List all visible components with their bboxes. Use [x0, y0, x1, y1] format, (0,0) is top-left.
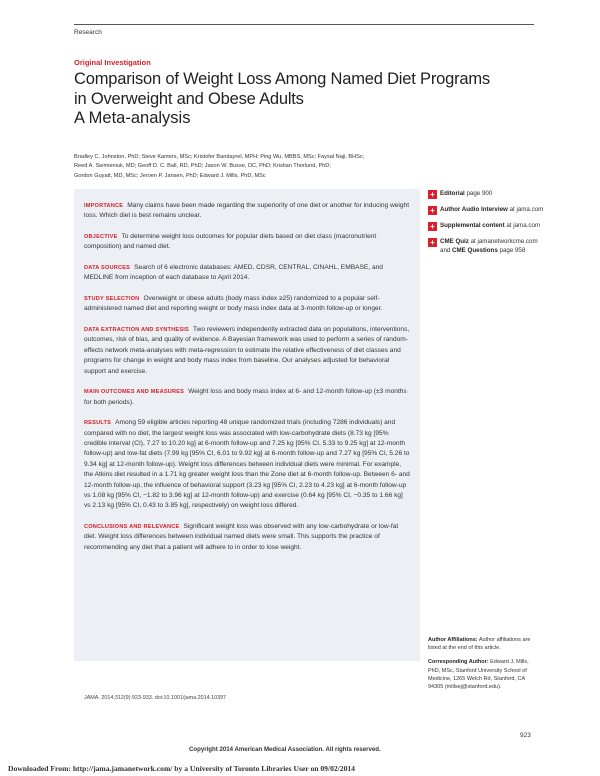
abstract-study-selection [84, 294, 410, 315]
abstract-heading: MAIN OUTCOMES AND MEASURES [84, 389, 185, 396]
sidebar-item-editorial[interactable] [428, 190, 548, 199]
author-line: Bradley C. Johnston, PhD; Steve Kanters, MSc; Kristofer Bandayrel, MPH; Ping Wu, MBBS, MSc; Faysal Naji, BHSc; [74, 154, 365, 160]
abstract-heading: OBJECTIVE [84, 234, 118, 240]
sidebar-label: Editorial [440, 190, 465, 197]
abstract-text: Two reviewers independently extracted data on populations, interventions, outcomes, risk of bias, and quality of evidence. A Bayesian framework was used to perform a series of random-effects network meta-analyses with meta-regression to estimate the relative effectiveness of diet classes and programs for change in weight and body mass index from baseline. Our analyses adjusted for behavioral support and exercise. [84, 326, 410, 375]
sidebar-detail: page 958 [497, 246, 526, 254]
sidebar-label: Supplemental content [440, 222, 505, 229]
abstract-text: Significant weight loss was observed with any low-carbohydrate or low-fat diet. Weight loss differences between individual named diets were small. This supports the practice of recommending any diet that a patient will adhere to in order to lose weight. [84, 523, 399, 551]
citation: JAMA. 2014;312(9):923-933. doi:10.1001/jama.2014.10397 [84, 695, 227, 701]
sidebar-detail: page 900 [464, 190, 493, 197]
copyright-notice: Copyright 2014 American Medical Association. All rights reserved. [189, 746, 381, 753]
sidebar-item-supplemental[interactable] [428, 222, 548, 231]
abstract-heading: DATA SOURCES [84, 265, 131, 271]
abstract-results [84, 418, 410, 512]
sidebar-label: Author Audio Interview [440, 206, 508, 213]
author-line: Reed A. Siemieniuk, MD; Geoff D. C. Ball, RD, PhD; Jason W. Busse, DC, PhD; Kristian Thorlund, PhD; [74, 163, 331, 170]
abstract-heading: STUDY SELECTION [84, 296, 140, 302]
abstract-box [74, 189, 420, 661]
affil-label: Author Affiliations: [428, 637, 478, 643]
related-content-sidebar [428, 190, 548, 262]
sidebar-label: CME Questions [452, 246, 498, 254]
abstract-heading: CONCLUSIONS AND RELEVANCE [84, 524, 180, 531]
article-title [74, 70, 490, 129]
abstract-objective [84, 232, 410, 253]
article-type: Original Investigation [74, 58, 151, 67]
affil-text: Author affiliations are listed at the end of this article. [428, 637, 531, 652]
abstract-text: Among 59 eligible articles reporting 48 unique randomized trials (including 7286 individuals) and compared with no diet, the largest weight loss was associated with low-carbohydrate diets (8.73 kg [95% credible interval (CI), 7.27 to 10.20 kg] at 6-month follow-up and 7.25 kg [95% CI, 5.33 to 9.25 kg] at 12-month follow-up) and low-fat diets (7.99 kg [95% CI, 6.01 to 9.92 kg] at 6-month follow-up and 7.27 kg [95% CI, 5.26 to 9.34 kg] at 12-month follow-up). Weight loss differences between individual diets were minimal. For example, the Atkins diet resulted in a 1.71 kg greater weight loss than the Zone diet at 6-month follow-up. Between 6- and 12-month follow-up, the influence of behavioral support (3.23 kg [95% CI, 2.23 to 4.23 kg] at 6-month follow-up vs 1.08 kg [95% CI, −1.82 to 3.96 kg] at 12-month follow-up) and exercise (0.64 kg [95% CI, −0.35 to 1.66 kg] vs 2.13 kg [95% CI, 0.43 to 3.85 kg], respectively) on weight loss differed. [84, 419, 410, 510]
abstract-heading: IMPORTANCE [84, 203, 124, 209]
title-line: Comparison of Weight Loss Among Named Diet Programs [74, 70, 490, 88]
abstract-importance [84, 201, 410, 222]
affiliations [428, 636, 538, 697]
section-label: Research [74, 29, 102, 36]
abstract-data-sources [84, 263, 410, 284]
abstract-heading: RESULTS [84, 420, 112, 427]
page-number: 923 [520, 732, 531, 739]
author-list [74, 153, 434, 181]
abstract-text: Search of 6 electronic databases: AMED, CDSR, CENTRAL, CINAHL, EMBASE, and MEDLINE from inception of each database to April 2014. [84, 264, 383, 282]
plus-icon: + [428, 206, 437, 215]
abstract-data-extraction [84, 325, 410, 377]
abstract-main-outcomes [84, 387, 410, 408]
abstract-text: Overweight or obese adults (body mass index ≥25) randomized to a popular self-administered named diet and reporting weight or body mass index data at 3-month follow-up or longer. [84, 295, 383, 313]
download-notice: Downloaded From: http://jama.jamanetwork.com/ by a University of Toronto Libraries User on 09/02/2014 [8, 764, 355, 773]
abstract-conclusions [84, 522, 410, 553]
plus-icon: + [428, 190, 437, 199]
author-affiliations [428, 636, 538, 652]
abstract-heading: DATA EXTRACTION AND SYNTHESIS [84, 327, 189, 333]
sidebar-item-audio-interview[interactable] [428, 206, 548, 215]
corresponding-text: Edward J. Mills, PhD, MSc, Stanford University School of Medicine, 1265 Welch Rd, Stanford, CA 94305 (millsej@stanford.edu). [428, 659, 529, 691]
title-line: in Overweight and Obese Adults [74, 89, 304, 108]
abstract-text: Weight loss and body mass index at 6- and 12-month follow-up (±3 months for both periods). [84, 388, 407, 406]
plus-icon: + [428, 222, 437, 231]
sidebar-detail: at jama.com [504, 222, 541, 229]
article-subtitle: A Meta-analysis [74, 109, 191, 127]
plus-icon: + [428, 238, 437, 247]
author-line: Gordon Guyatt, MD, MSc; Jeroen P. Jansen, PhD; Edward J. Mills, PhD, MSc [74, 172, 266, 179]
sidebar-detail: at jamanetworkcme.com and [440, 238, 538, 254]
sidebar-item-cme-quiz[interactable] [428, 238, 548, 255]
header-rule [74, 24, 534, 25]
sidebar-detail: at jama.com [507, 206, 544, 213]
abstract-text: Many claims have been made regarding the superiority of one diet or another for inducing weight loss. Which diet is best remains unclear. [84, 202, 410, 220]
abstract-text: To determine weight loss outcomes for popular diets based on diet class (macronutrient composition) and named diet. [84, 233, 377, 251]
sidebar-label: CME Quiz [440, 238, 469, 245]
corresponding-author [428, 658, 538, 691]
corresponding-label: Corresponding Author: [428, 659, 489, 666]
